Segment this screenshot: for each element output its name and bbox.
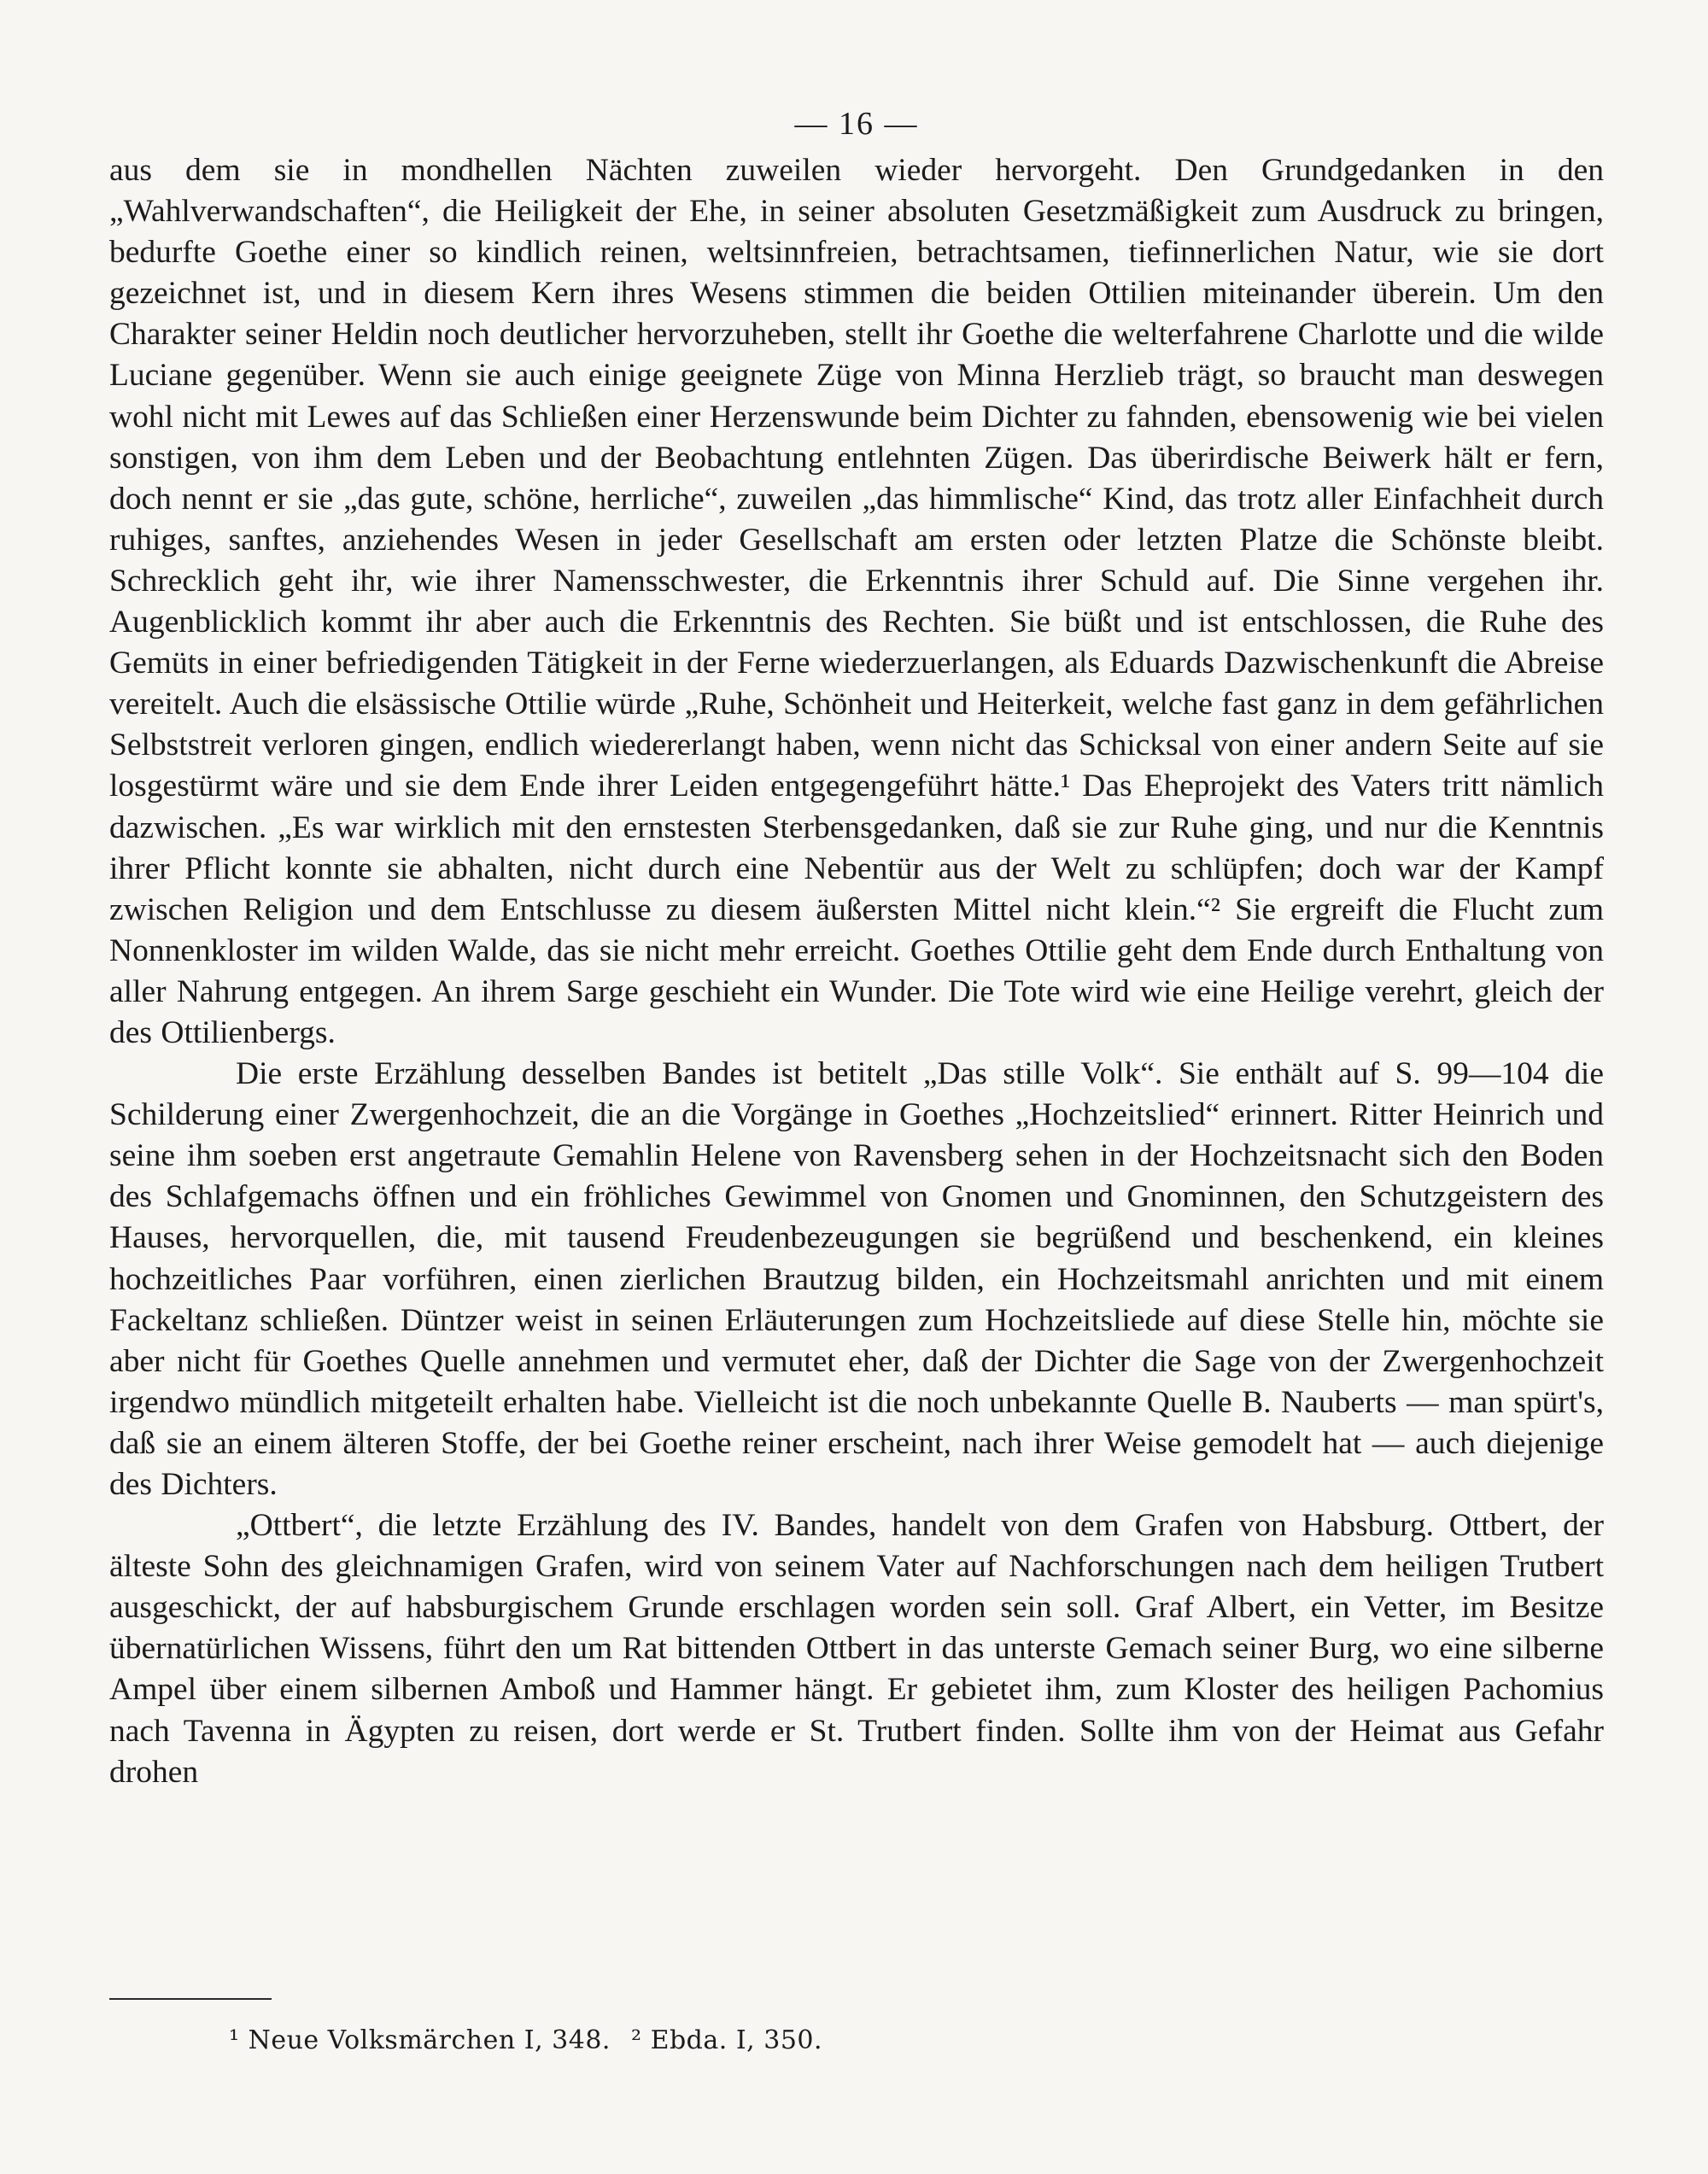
footnote-2: ² Ebda. I, 350. bbox=[631, 2025, 823, 2055]
paragraph-stille-volk: Die erste Erzählung desselben Bandes ist betitelt „Das stille Volk“. Sie enthält auf S. 99—104 die Schilderung einer Zwergenhochzeit, die an die Vorgänge in Goethes „Hochzeitslied“ erinnert. Ritter Heinrich und seine ihm soeben erst angetraute Gemahlin Helene von Ravensberg sehen in der Hochzeitsnacht sich den Boden des Schlafgemachs öffnen und ein fröhliches Gewimmel von Gnomen und Gnominnen, den Schutzgeistern des Hauses, hervorquellen, die, mit tausend Freudenbezeugungen sie begrüßend und beschenkend, ein kleines hochzeitliches Paar vorführen, einen zierlichen Brautzug bilden, ein Hochzeitsmahl anrichten und mit einem Fackeltanz schließen. Düntzer weist in seinen Erläuterungen zum Hochzeitsliede auf diese Stelle hin, möchte sie aber nicht für Goethes Quelle annehmen und vermutet eher, daß der Dichter die Sage von der Zwergenhochzeit irgendwo mündlich mitgeteilt erhalten habe. Vielleicht ist die noch unbekannte Quelle B. Nauberts — man spürt's, daß sie an einem älteren Stoffe, der bei Goethe reiner erscheint, nach ihrer Weise gemodelt hat — auch diejenige des Dichters. bbox=[109, 1056, 1604, 1502]
page-number: — 16 — bbox=[794, 106, 919, 142]
footnotes bbox=[229, 2024, 834, 2058]
page-body bbox=[109, 102, 1604, 1793]
paragraph-ottbert: „Ottbert“, die letzte Erzählung des IV. Bandes, handelt von dem Grafen von Habsburg. Ottbert, der älteste Sohn des gleichnamigen Grafen, wird von seinem Vater auf Nachforschungen nach dem heiligen Trutbert ausgeschickt, der auf habsburgischem Grunde erschlagen worden sein soll. Graf Albert, ein Vetter, im Besitze übernatürlichen Wissens, führt den um Rat bittenden Ottbert in das unterste Gemach seiner Burg, wo eine silberne Ampel über einem silbernen Amboß und Hammer hängt. Er gebietet ihm, zum Kloster des heiligen Pachomius nach Tavenna in Ägypten zu reisen, dort werde er St. Trutbert finden. Sollte ihm von der Heimat aus Gefahr drohen bbox=[109, 1508, 1604, 1790]
footnote-divider bbox=[109, 1998, 272, 2000]
footnote-1: ¹ Neue Volksmärchen I, 348. bbox=[229, 2025, 611, 2055]
paragraph-ottilie: aus dem sie in mondhellen Nächten zuweilen wieder hervorgeht. Den Grundgedanken in den „Wahlverwandschaften“, die Heiligkeit der Ehe, in seiner absoluten Gesetzmäßigkeit zum Ausdruck zu bringen, bedurfte Goethe einer so kindlich reinen, weltsinnfreien, betrachtsamen, tiefinnerlichen Natur, wie sie dort gezeichnet ist, und in diesem Kern ihres Wesens stimmen die beiden Ottilien miteinander überein. Um den Charakter seiner Heldin noch deutlicher hervorzuheben, stellt ihr Goethe die welterfahrene Charlotte und die wilde Luciane gegenüber. Wenn sie auch einige geeignete Züge von Minna Herzlieb trägt, so braucht man deswegen wohl nicht mit Lewes auf das Schließen einer Herzenswunde beim Dichter zu fahnden, ebensowenig wie bei vielen sonstigen, von ihm dem Leben und der Beobachtung entlehnten Zügen. Das überirdische Beiwerk hält er fern, doch nennt er sie „das gute, schöne, herrliche“, zuweilen „das himmlische“ Kind, das trotz aller Einfachheit durch ruhiges, sanftes, anziehendes Wesen in jeder Gesellschaft am ersten oder letzten Platze die Schönste bleibt. Schrecklich geht ihr, wie ihrer Namensschwester, die Erkenntnis ihrer Schuld auf. Die Sinne vergehen ihr. Augenblicklich kommt ihr aber auch die Erkenntnis des Rechten. Sie büßt und ist entschlossen, die Ruhe des Gemüts in einer befriedigenden Tätigkeit in der Ferne wiederzuerlangen, als Eduards Dazwischenkunft die Abreise vereitelt. Auch die elsässische Ottilie würde „Ruhe, Schönheit und Heiterkeit, welche fast ganz in dem gefährlichen Selbststreit verloren gingen, endlich wiedererlangt haben, wenn nicht das Schicksal von einer andern Seite auf sie losgestürmt wäre und sie dem Ende ihrer Leiden entgegengeführt hätte.¹ Das Eheprojekt des Vaters tritt nämlich dazwischen. „Es war wirklich mit den ernstesten Sterbensgedanken, daß sie zur Ruhe ging, und nur die Kenntnis ihrer Pflicht konnte sie abhalten, nicht durch eine Nebentür aus der Welt zu schlüpfen; doch war der Kampf zwischen Religion und dem Entschlusse zu diesem äußersten Mittel nicht klein.“² Sie ergreift die Flucht zum Nonnenkloster im wilden Walde, das sie nicht mehr erreicht. Goethes Ottilie geht dem Ende durch Enthaltung von aller Nahrung entgegen. An ihrem Sarge geschieht ein Wunder. Die Tote wird wie eine Heilige verehrt, gleich der des Ottilienbergs. bbox=[109, 153, 1604, 1050]
